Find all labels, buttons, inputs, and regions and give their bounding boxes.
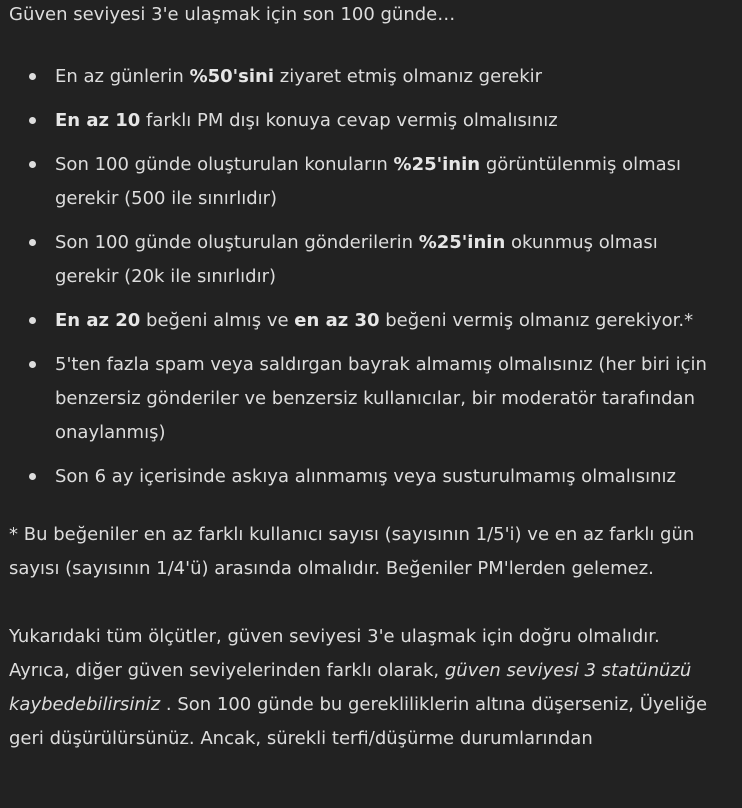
requirement-emphasis: En az 20: [55, 310, 141, 331]
summary-text: [9, 620, 742, 756]
bullet-icon: [29, 473, 36, 480]
requirement-text: Son 6 ay içerisinde askıya alınmamış veya susturulmamış olmalısınız: [55, 466, 676, 487]
requirement-item: [9, 60, 742, 94]
requirement-emphasis: %25'inin: [393, 154, 481, 175]
footnote-text: * Bu beğeniler en az farklı kullanıcı sayısı (sayısının 1/5'i) ve en az farklı gün sayısı (sayısının 1/4'ü) arasında olmalıdır. Beğeniler PM'lerden gelemez.: [9, 524, 695, 579]
requirement-text: farklı PM dışı konuya cevap vermiş olmalısınız: [140, 110, 558, 131]
requirement-emphasis: En az 10: [55, 110, 141, 131]
requirement-item: [9, 304, 742, 338]
requirement-text: okunmuş olması gerekir (20k ile sınırlıdır): [55, 232, 658, 287]
requirement-item: [9, 348, 742, 450]
bullet-icon: [29, 73, 36, 80]
requirement-item: [9, 226, 742, 294]
bullet-icon: [29, 161, 36, 168]
bullet-icon: [29, 239, 36, 246]
requirement-text: 5'ten fazla spam veya saldırgan bayrak almamış olmalısınız (her biri için benzersiz gönderiler ve benzersiz kullanıcılar, bir moderatör tarafından onaylanmış): [55, 354, 707, 443]
requirement-text: beğeni vermiş olmanız gerekiyor.*: [379, 310, 694, 331]
bullet-icon: [29, 361, 36, 368]
requirement-text: Son 100 günde oluşturulan gönderilerin: [55, 232, 419, 253]
requirements-list: [9, 60, 742, 494]
requirement-text: ziyaret etmiş olmanız gerekir: [274, 66, 543, 87]
requirement-item: [9, 460, 742, 494]
bullet-icon: [29, 117, 36, 124]
summary-before: Yukarıdaki tüm ölçütler, güven seviyesi 3'e ulaşmak için doğru olmalıdır. Ayrıca, diğer güven seviyelerinden farklı olarak,: [9, 626, 660, 681]
summary-emphasis: güven seviyesi 3 statünüzü kaybedebilirsiniz: [9, 660, 692, 715]
requirement-text: görüntülenmiş olması gerekir (500 ile sınırlıdır): [55, 154, 682, 209]
requirement-emphasis: %50'sini: [189, 66, 275, 87]
requirement-emphasis: %25'inin: [418, 232, 506, 253]
requirement-text: Son 100 günde oluşturulan konuların: [55, 154, 394, 175]
requirement-item: [9, 104, 742, 138]
requirement-text: beğeni almış ve: [140, 310, 295, 331]
bullet-icon: [29, 317, 36, 324]
requirement-item: [9, 148, 742, 216]
intro-text: Güven seviyesi 3'e ulaşmak için son 100 günde…: [9, 4, 456, 25]
summary-after: . Son 100 günde bu gerekliliklerin altına düşerseniz, Üyeliğe geri düşürülürsünüz. Ancak, sürekli terfi/düşürme durumlarından: [9, 694, 708, 749]
requirement-text: En az günlerin: [55, 66, 190, 87]
requirement-emphasis: en az 30: [294, 310, 380, 331]
